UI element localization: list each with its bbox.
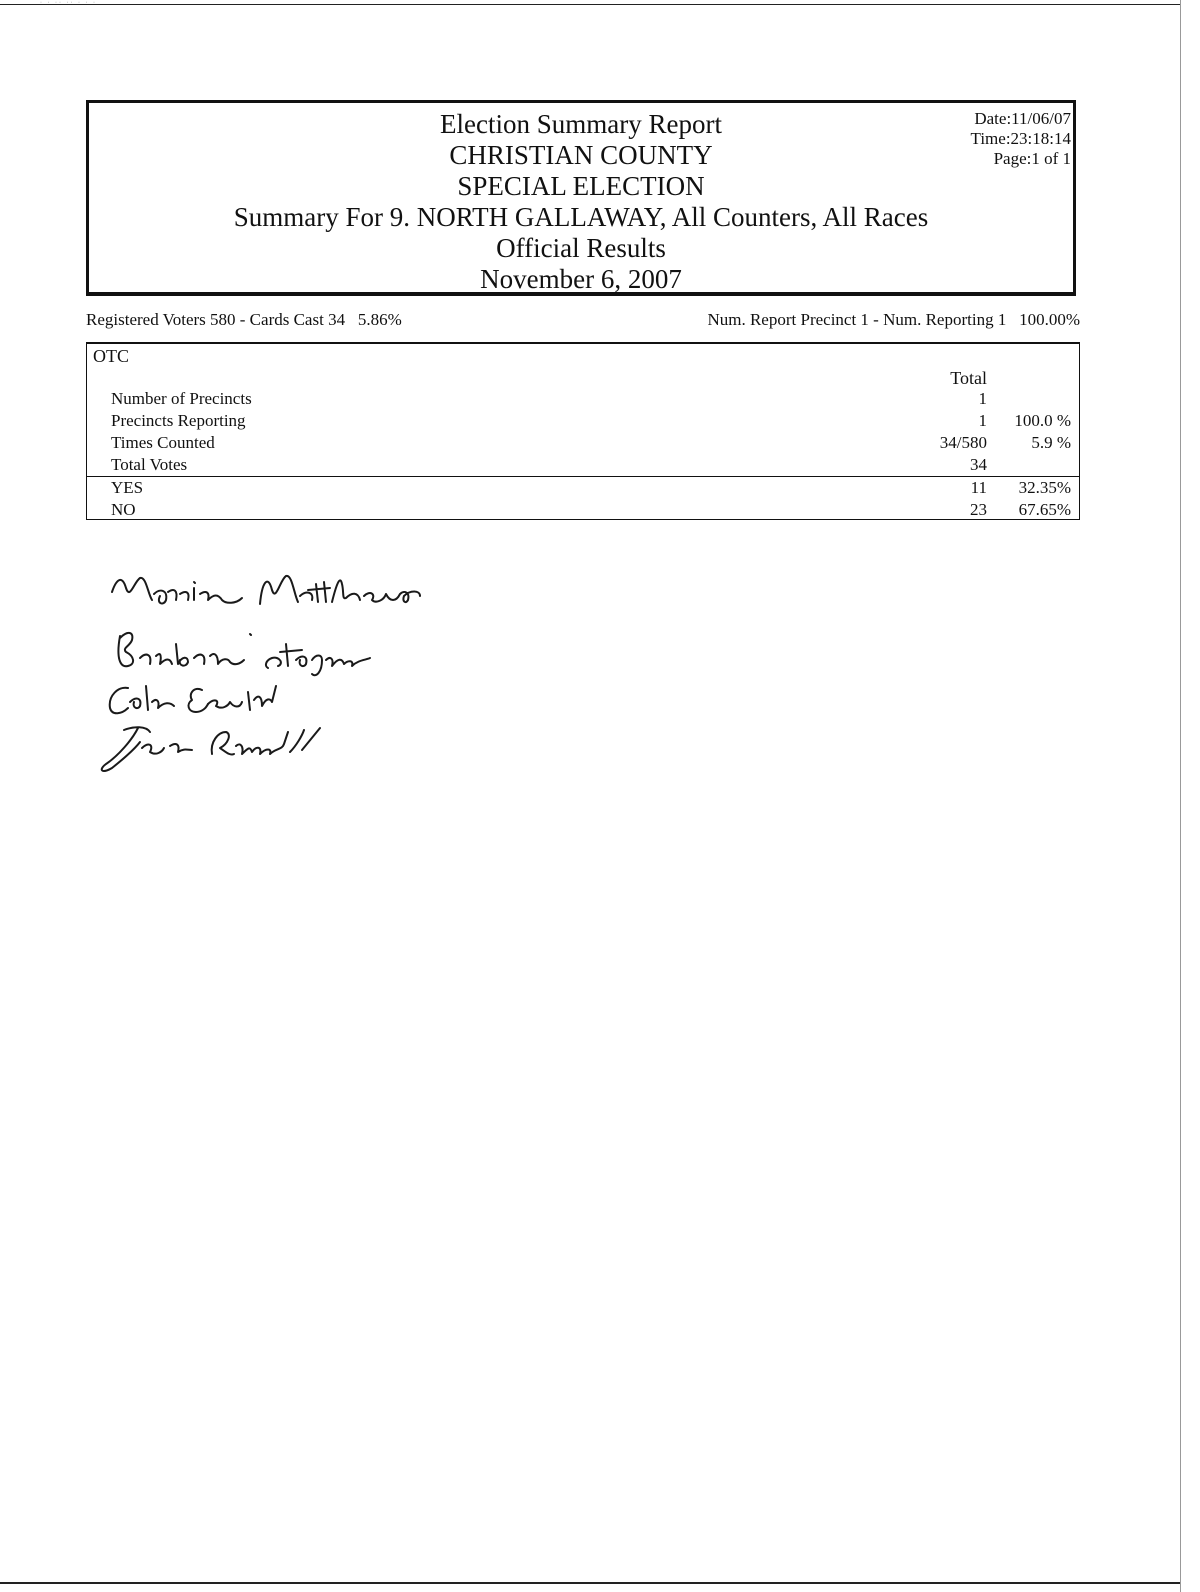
- signature-3: [110, 686, 276, 713]
- results-status: Official Results: [496, 233, 666, 263]
- choice-row-yes: [87, 477, 1079, 499]
- report-date: Date:11/06/07: [974, 109, 1071, 128]
- choice-label: YES: [111, 478, 144, 497]
- stat-label: Precincts Reporting: [111, 411, 246, 430]
- stat-row: [87, 410, 1079, 432]
- stat-label: Times Counted: [111, 433, 215, 452]
- election-date: November 6, 2007: [480, 264, 682, 294]
- report-page: Page:1 of 1: [993, 149, 1071, 168]
- county-name: CHRISTIAN COUNTY: [449, 140, 713, 170]
- report-header-lines: [89, 109, 1073, 295]
- stat-percent: 5.9 %: [1031, 433, 1071, 452]
- choice-total: 11: [970, 478, 987, 497]
- stat-row: [87, 388, 1079, 410]
- choice-total: 23: [970, 500, 987, 519]
- race-name: OTC: [93, 346, 129, 366]
- stat-row: [87, 432, 1079, 454]
- stat-total: 1: [978, 389, 987, 408]
- stat-total: 1: [978, 411, 987, 430]
- scan-border-top: [0, 4, 1180, 5]
- stat-total: 34/580: [939, 433, 987, 452]
- registered-voters-summary: Registered Voters 580 - Cards Cast 34 5.86%: [86, 310, 402, 329]
- election-name: SPECIAL ELECTION: [457, 171, 705, 201]
- precinct-reporting-summary: Num. Report Precinct 1 - Num. Reporting 1 100.00%: [707, 310, 1080, 329]
- signature-block: [90, 560, 550, 790]
- scan-noise: · · ·· ·· · · ·: [40, 0, 97, 6]
- report-time: Time:23:18:14: [970, 129, 1071, 148]
- signature-4: [102, 727, 320, 771]
- total-column-header: Total: [950, 368, 987, 388]
- report-header-box: [86, 100, 1076, 296]
- choice-label: NO: [111, 500, 136, 519]
- stat-percent: 100.0 %: [1014, 411, 1071, 430]
- signature-2: [118, 633, 370, 675]
- scan-border-bottom: [0, 1582, 1180, 1584]
- stat-total: 34: [970, 455, 987, 474]
- scan-border-right: [1180, 0, 1181, 1592]
- signature-1: [112, 576, 420, 604]
- choice-percent: 67.65%: [1018, 500, 1071, 519]
- stat-label: Number of Precincts: [111, 389, 252, 408]
- summary-for: Summary For 9. NORTH GALLAWAY, All Counters, All Races: [233, 202, 929, 232]
- report-meta: [971, 109, 1071, 169]
- stat-row: [87, 454, 1079, 476]
- choice-row-no: [87, 499, 1079, 521]
- race-results-box: [86, 342, 1080, 520]
- report-title: Election Summary Report: [440, 109, 722, 139]
- choice-percent: 32.35%: [1018, 478, 1071, 497]
- stat-label: Total Votes: [111, 455, 188, 474]
